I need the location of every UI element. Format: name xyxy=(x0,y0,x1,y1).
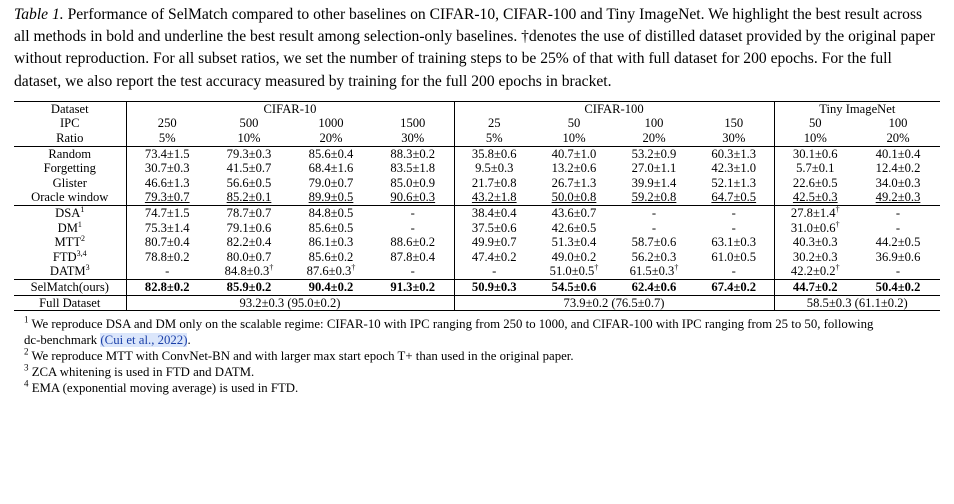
method-footnote-ref: 3,4 xyxy=(76,249,87,258)
dagger-mark: † xyxy=(674,264,679,273)
result-cell xyxy=(856,264,940,279)
caption-text: Performance of SelMatch compared to other baselines on CIFAR-10, CIFAR-100 and Tiny ImageNet. We highlight the best result across all methods in bold and underline the best result among selection-only baselines. †denotes the use of distilled dataset provided by the original paper without reproduction. For all subset ratios, we set the number of training steps to be 25% of that with full dataset for 200 epochs. For the full dataset, we also report the test accuracy measured by training for the full 200 epochs in bracket. xyxy=(14,6,936,90)
result-cell xyxy=(694,205,774,220)
table-row xyxy=(14,146,940,161)
result-cell xyxy=(372,235,454,250)
header-row-ipc xyxy=(14,116,940,131)
result-cell: 50.9±0.3 xyxy=(454,279,534,295)
result-cell: 40.1±0.4 xyxy=(856,146,940,161)
result-cell: 12.4±0.2 xyxy=(875,161,921,176)
dagger-mark: † xyxy=(351,264,356,273)
header-row-ratio xyxy=(14,131,940,146)
result-cell: 60.3±1.3 xyxy=(694,146,774,161)
method-name xyxy=(14,235,126,250)
method-label: DSA xyxy=(55,205,81,220)
result-value: 43.6±0.7 xyxy=(551,205,597,220)
result-cell: 73.4±1.5 xyxy=(126,146,208,161)
caption-label: Table 1. xyxy=(14,6,64,23)
footnote-text: EMA (exponential moving average) is used in FTD. xyxy=(28,381,299,396)
result-cell xyxy=(372,264,454,279)
header-ipc-value: 50 xyxy=(567,116,581,131)
method-name xyxy=(14,221,126,236)
footnote xyxy=(24,316,940,332)
result-value: 79.1±0.6 xyxy=(226,220,272,235)
result-value: 49.0±0.2 xyxy=(551,249,597,264)
result-value: 74.7±1.5 xyxy=(144,205,190,220)
result-value: 85.6±0.5 xyxy=(308,220,354,235)
header-ipc-value: 150 xyxy=(694,116,774,131)
result-cell: 88.3±0.2 xyxy=(372,146,454,161)
table-row xyxy=(14,176,940,191)
result-cell xyxy=(290,205,372,220)
result-cell xyxy=(208,235,290,250)
result-cell xyxy=(694,221,774,236)
result-cell: 43.2±1.8 xyxy=(471,190,517,205)
method-name: Oracle window xyxy=(14,190,126,205)
result-value: 78.8±0.2 xyxy=(144,249,190,264)
result-cell xyxy=(534,250,614,265)
result-value: - xyxy=(651,220,657,235)
footnote-text: We reproduce MTT with ConvNet-BN and with larger max start epoch T+ than used in the original paper. xyxy=(28,349,574,364)
result-value: 63.1±0.3 xyxy=(711,235,757,250)
result-value: 31.0±0.6 xyxy=(790,220,836,235)
result-value: 42.2±0.2 xyxy=(790,264,836,279)
result-value: - xyxy=(651,205,657,220)
result-cell xyxy=(856,250,940,265)
result-cell xyxy=(774,221,856,236)
table-row xyxy=(14,250,940,265)
footnote-number: 2 xyxy=(24,346,29,357)
results-table xyxy=(14,101,940,311)
header-ratio-value: 20% xyxy=(886,131,910,145)
result-value: - xyxy=(895,205,901,220)
table-row xyxy=(14,221,940,236)
result-value: - xyxy=(731,220,736,235)
result-cell: 22.6±0.5 xyxy=(792,175,838,190)
result-cell: 5.7±0.1 xyxy=(796,161,835,176)
result-value: 80.0±0.7 xyxy=(226,249,272,264)
header-dataset-label: Dataset xyxy=(14,101,126,116)
result-cell: 56.6±0.5 xyxy=(226,175,272,190)
footnote xyxy=(24,380,940,396)
result-cell xyxy=(856,221,940,236)
result-value: 61.0±0.5 xyxy=(711,249,757,264)
result-cell: 41.5±0.7 xyxy=(226,161,272,176)
result-cell: 46.6±1.3 xyxy=(144,175,190,190)
header-ipc-value: 500 xyxy=(239,116,259,131)
result-cell: 89.9±0.5 xyxy=(308,190,354,205)
result-cell xyxy=(126,221,208,236)
dagger-mark: † xyxy=(835,220,840,229)
method-footnote-ref: 1 xyxy=(77,220,82,229)
method-name xyxy=(14,205,126,220)
full-result-cell: 73.9±0.2 (76.5±0.7) xyxy=(454,295,774,311)
result-cell xyxy=(534,221,614,236)
result-value: 40.3±0.3 xyxy=(792,235,838,250)
result-cell: 52.1±1.3 xyxy=(694,176,774,191)
result-cell xyxy=(126,235,208,250)
result-cell: 82.8±0.2 xyxy=(126,279,208,295)
footnote-continuation xyxy=(24,332,940,348)
result-cell: 50.4±0.2 xyxy=(856,279,940,295)
footnote-text: . xyxy=(187,333,191,348)
result-cell xyxy=(774,235,856,250)
footnote-text: dc-benchmark xyxy=(24,333,101,348)
result-cell xyxy=(126,205,208,220)
result-cell: 90.4±0.2 xyxy=(290,279,372,295)
result-cell: 79.3±0.3 xyxy=(208,146,290,161)
header-ipc-label: IPC xyxy=(14,116,126,131)
method-name: Random xyxy=(14,146,126,161)
full-result-cell: 93.2±0.3 (95.0±0.2) xyxy=(126,295,454,311)
dagger-mark: † xyxy=(835,264,840,273)
result-cell xyxy=(774,250,856,265)
table-caption xyxy=(14,4,940,93)
result-value: 49.9±0.7 xyxy=(471,235,517,250)
result-value: - xyxy=(410,205,415,220)
dagger-mark: † xyxy=(269,264,274,273)
result-cell: 64.7±0.5 xyxy=(694,190,774,205)
result-value: 75.3±1.4 xyxy=(144,220,190,235)
dagger-mark: † xyxy=(594,264,599,273)
result-cell: 91.3±0.2 xyxy=(372,279,454,295)
result-cell xyxy=(454,264,534,279)
result-value: 87.8±0.4 xyxy=(390,249,436,264)
result-value: 42.6±0.5 xyxy=(551,220,597,235)
result-cell: 83.5±1.8 xyxy=(372,161,454,176)
result-cell xyxy=(694,250,774,265)
result-cell: 85.0±0.9 xyxy=(372,176,454,191)
result-value: - xyxy=(165,264,170,279)
header-dataset-name: Tiny ImageNet xyxy=(774,101,940,116)
method-footnote-ref: 3 xyxy=(85,264,90,273)
result-cell: 26.7±1.3 xyxy=(551,175,597,190)
result-cell xyxy=(534,235,614,250)
table-row xyxy=(14,161,940,176)
result-value: - xyxy=(895,220,901,235)
method-footnote-ref: 1 xyxy=(80,205,85,214)
result-cell xyxy=(126,250,208,265)
header-dataset-name: CIFAR-10 xyxy=(126,101,454,116)
result-cell xyxy=(290,235,372,250)
result-cell xyxy=(614,250,694,265)
result-cell xyxy=(454,250,534,265)
result-cell xyxy=(208,264,290,279)
result-cell xyxy=(614,264,694,279)
result-cell xyxy=(208,205,290,220)
header-ratio-value: 30% xyxy=(372,131,454,146)
result-value: - xyxy=(410,220,415,235)
result-cell xyxy=(372,205,454,220)
table-row xyxy=(14,190,940,205)
table-row xyxy=(14,264,940,279)
result-cell xyxy=(694,264,774,279)
header-ratio-value: 5% xyxy=(158,131,176,145)
footnotes xyxy=(14,316,940,396)
result-value: 61.5±0.3 xyxy=(629,264,675,279)
result-value: 86.1±0.3 xyxy=(308,235,354,250)
result-cell: 49.2±0.3 xyxy=(875,190,921,205)
method-footnote-ref: 2 xyxy=(81,235,86,243)
result-cell xyxy=(126,264,208,279)
table-row-selmatch xyxy=(14,279,940,295)
header-ratio-value: 30% xyxy=(694,131,774,146)
result-cell: 68.4±1.6 xyxy=(308,161,354,176)
result-cell xyxy=(774,205,856,220)
method-label: DATM xyxy=(49,264,86,279)
result-cell: 59.2±0.8 xyxy=(631,190,677,205)
method-name xyxy=(14,250,126,265)
header-ipc-value: 250 xyxy=(157,116,177,131)
result-cell xyxy=(534,264,614,279)
footnote xyxy=(24,364,940,380)
footnote-number: 1 xyxy=(24,314,29,325)
header-ipc-value: 1000 xyxy=(318,116,344,131)
method-name: SelMatch(ours) xyxy=(14,279,126,295)
header-row-dataset xyxy=(14,101,940,116)
result-cell xyxy=(290,221,372,236)
result-cell: 42.3±1.0 xyxy=(694,161,774,176)
result-value: - xyxy=(410,264,415,279)
result-cell: 13.2±0.6 xyxy=(551,161,597,176)
header-ratio-value: 10% xyxy=(803,131,827,145)
result-value: - xyxy=(731,205,736,220)
result-cell: 85.2±0.1 xyxy=(226,190,272,205)
method-name: Forgetting xyxy=(14,161,126,176)
footnote-number: 4 xyxy=(24,378,29,389)
result-cell: 50.0±0.8 xyxy=(551,190,597,205)
result-value: 87.6±0.3 xyxy=(306,264,352,279)
method-name: Glister xyxy=(14,176,126,191)
result-cell xyxy=(614,235,694,250)
header-ipc-value: 100 xyxy=(888,116,908,131)
header-ratio-value: 20% xyxy=(642,131,666,145)
result-value: 51.0±0.5 xyxy=(549,264,595,279)
result-value: 84.8±0.5 xyxy=(308,205,354,220)
result-cell xyxy=(774,264,856,279)
method-label: DM xyxy=(57,220,78,235)
result-cell xyxy=(208,250,290,265)
header-dataset-name: CIFAR-100 xyxy=(454,101,774,116)
result-cell: 54.5±0.6 xyxy=(534,279,614,295)
result-value: 80.7±0.4 xyxy=(144,235,190,250)
result-value: 27.8±1.4 xyxy=(790,205,836,220)
result-value: 38.4±0.4 xyxy=(471,205,517,220)
table-row-full xyxy=(14,295,940,311)
result-cell: 85.6±0.4 xyxy=(290,146,372,161)
result-value: 84.8±0.3 xyxy=(224,264,270,279)
result-value: 51.3±0.4 xyxy=(551,235,597,250)
result-cell xyxy=(614,221,694,236)
result-cell: 62.4±0.6 xyxy=(614,279,694,295)
result-cell: 30.1±0.6 xyxy=(774,146,856,161)
method-label: MTT xyxy=(54,235,82,250)
result-cell xyxy=(856,205,940,220)
footnote-text: We reproduce DSA and DM only on the scalable regime: CIFAR-10 with IPC ranging from 250 to 1000, and CIFAR-100 with IPC ranging from 25 to 50, following xyxy=(28,317,874,332)
result-value: - xyxy=(492,264,497,279)
header-ratio-value: 10% xyxy=(237,131,261,145)
result-cell xyxy=(856,235,940,250)
result-cell xyxy=(208,221,290,236)
citation-link[interactable]: (Cui et al., 2022) xyxy=(100,333,188,348)
full-result-cell: 58.5±0.3 (61.1±0.2) xyxy=(774,295,940,311)
dagger-mark: † xyxy=(835,205,840,214)
result-value: 37.5±0.6 xyxy=(471,220,517,235)
result-cell: 85.9±0.2 xyxy=(208,279,290,295)
result-cell: 9.5±0.3 xyxy=(475,161,514,176)
footnote xyxy=(24,348,940,364)
result-value: 85.6±0.2 xyxy=(308,249,354,264)
footnote-number: 3 xyxy=(24,362,29,373)
header-ratio-value: 10% xyxy=(562,131,586,145)
result-value: - xyxy=(731,264,736,279)
result-cell: 21.7±0.8 xyxy=(471,175,517,190)
header-ipc-value: 100 xyxy=(644,116,664,131)
result-cell: 35.8±0.6 xyxy=(454,146,534,161)
result-cell: 34.0±0.3 xyxy=(875,175,921,190)
header-ratio-label: Ratio xyxy=(14,131,126,146)
result-cell: 39.9±1.4 xyxy=(631,175,677,190)
result-cell: 90.6±0.3 xyxy=(372,190,454,205)
result-value: 56.2±0.3 xyxy=(631,249,677,264)
result-value: 30.2±0.3 xyxy=(792,249,838,264)
result-cell: 53.2±0.9 xyxy=(614,146,694,161)
result-value: 78.7±0.7 xyxy=(226,205,272,220)
result-cell xyxy=(534,205,614,220)
result-cell: 79.0±0.7 xyxy=(308,175,354,190)
result-cell: 42.5±0.3 xyxy=(792,190,838,205)
table-row xyxy=(14,235,940,250)
header-ratio-value: 20% xyxy=(319,131,343,145)
result-cell: 79.3±0.7 xyxy=(144,190,190,205)
result-value: 58.7±0.6 xyxy=(631,235,677,250)
result-cell xyxy=(290,250,372,265)
result-cell: 67.4±0.2 xyxy=(694,279,774,295)
header-ipc-value: 25 xyxy=(487,116,501,131)
result-value: 44.2±0.5 xyxy=(875,235,921,250)
result-value: - xyxy=(895,264,901,279)
result-value: 82.2±0.4 xyxy=(226,235,272,250)
footnote-text: ZCA whitening is used in FTD and DATM. xyxy=(28,365,255,380)
result-cell xyxy=(372,250,454,265)
result-cell: 30.7±0.3 xyxy=(144,161,190,176)
result-cell xyxy=(454,205,534,220)
result-cell xyxy=(614,205,694,220)
result-cell xyxy=(454,235,534,250)
result-cell xyxy=(694,235,774,250)
result-value: 47.4±0.2 xyxy=(471,249,517,264)
result-cell xyxy=(454,221,534,236)
table-row xyxy=(14,205,940,220)
method-name: Full Dataset xyxy=(14,295,126,311)
header-ratio-value: 5% xyxy=(485,131,503,145)
result-cell: 40.7±1.0 xyxy=(534,146,614,161)
result-value: 88.6±0.2 xyxy=(390,235,436,250)
method-name xyxy=(14,264,126,279)
method-label: FTD xyxy=(52,249,77,264)
result-cell xyxy=(290,264,372,279)
result-value: 36.9±0.6 xyxy=(875,249,921,264)
result-cell xyxy=(372,221,454,236)
header-ipc-value: 50 xyxy=(808,116,822,131)
result-cell: 27.0±1.1 xyxy=(631,161,677,176)
header-ipc-value: 1500 xyxy=(372,116,454,131)
result-cell: 44.7±0.2 xyxy=(774,279,856,295)
